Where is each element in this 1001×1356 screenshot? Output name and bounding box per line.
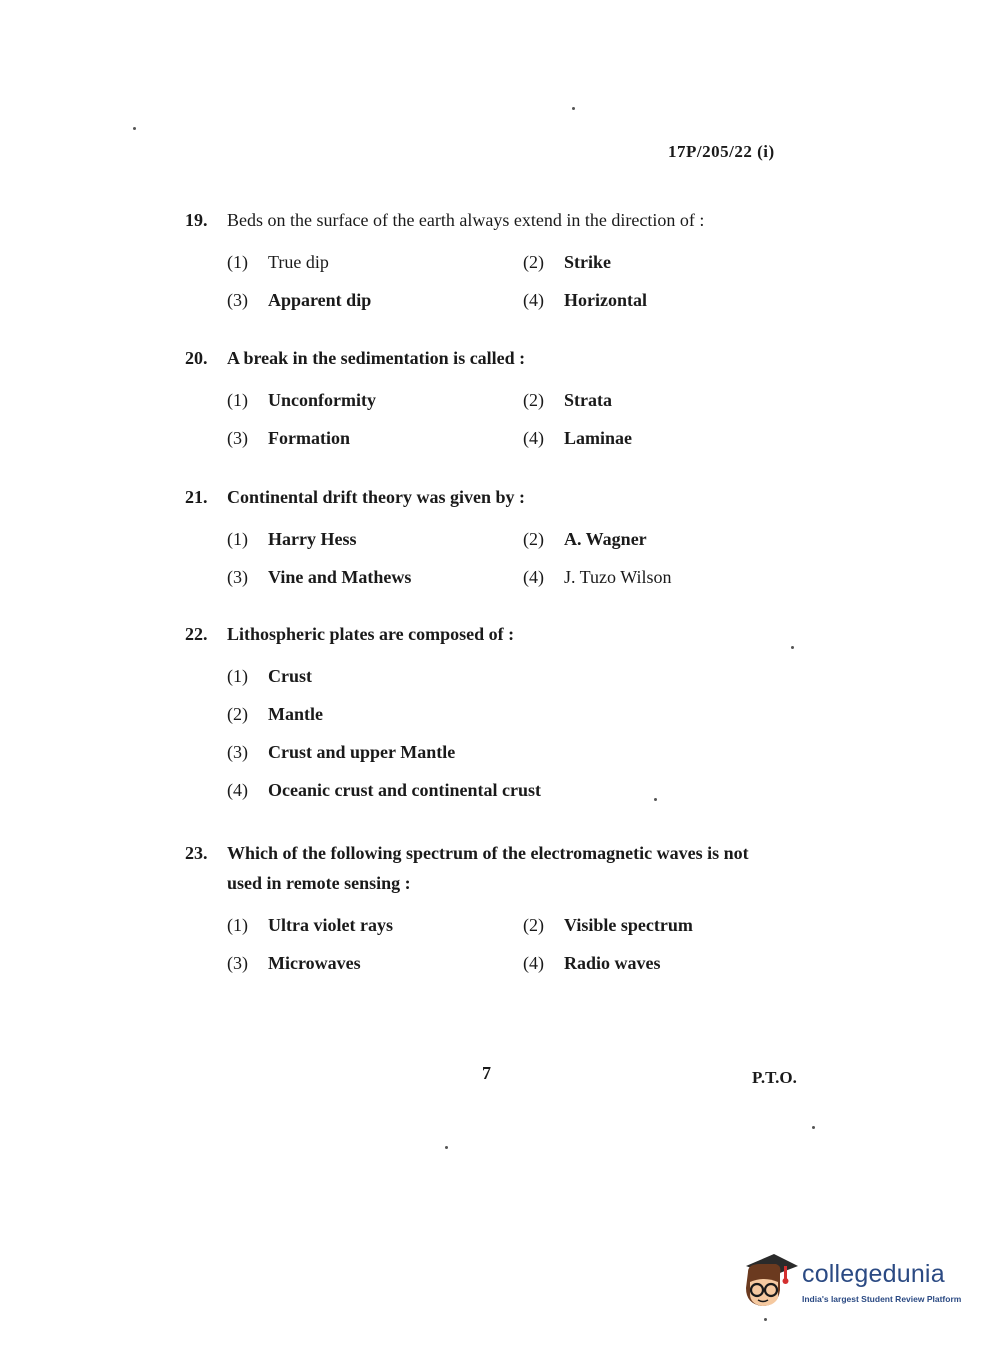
question-23 xyxy=(185,838,825,982)
scan-speck xyxy=(791,646,794,649)
logo-tagline: India's largest Student Review Platform xyxy=(802,1294,962,1304)
student-mascot-icon xyxy=(740,1250,798,1310)
option-4: (4) Oceanic crust and continental crust xyxy=(227,779,541,800)
option-1: (1) Crust xyxy=(227,665,312,686)
option-2: (2) Strata xyxy=(523,389,612,410)
option-1: (1) Ultra violet rays xyxy=(227,914,393,935)
option-2: (2) Mantle xyxy=(227,703,323,724)
question-22 xyxy=(185,619,825,809)
scan-speck xyxy=(654,798,657,801)
question-number: 19. xyxy=(185,210,208,230)
option-4: (4) Horizontal xyxy=(523,289,647,310)
scan-speck xyxy=(764,1318,767,1321)
options xyxy=(227,657,825,809)
question-21 xyxy=(185,482,825,596)
logo-wordmark: collegedunia xyxy=(802,1260,945,1288)
option-4: (4) J. Tuzo Wilson xyxy=(523,566,672,587)
paper-code: 17P/205/22 (i) xyxy=(668,142,775,161)
question-text: A break in the sedimentation is called : xyxy=(227,348,526,368)
option-2: (2) Strike xyxy=(523,251,611,272)
scan-speck xyxy=(812,1126,815,1129)
options xyxy=(227,906,825,982)
emphasis-not: not xyxy=(723,843,749,863)
page-number: 7 xyxy=(482,1063,491,1083)
please-turn-over: P.T.O. xyxy=(752,1068,797,1087)
option-2: (2) A. Wagner xyxy=(523,528,647,549)
option-1: (1) True dip xyxy=(227,251,329,272)
question-19 xyxy=(185,205,825,319)
option-3: (3) Microwaves xyxy=(227,952,361,973)
option-3: (3) Crust and upper Mantle xyxy=(227,741,456,762)
options xyxy=(227,520,825,596)
options xyxy=(227,381,825,457)
scan-speck xyxy=(445,1146,448,1149)
question-text: Which of the following spectrum of the electromagnetic waves is not used in remote sensing : xyxy=(227,843,749,893)
option-1: (1) Harry Hess xyxy=(227,528,357,549)
option-3: (3) Vine and Mathews xyxy=(227,566,412,587)
option-4: (4) Radio waves xyxy=(523,952,661,973)
options xyxy=(227,243,825,319)
question-text: Lithospheric plates are composed of : xyxy=(227,624,515,644)
option-3: (3) Apparent dip xyxy=(227,289,372,310)
option-1: (1) Unconformity xyxy=(227,389,376,410)
option-2: (2) Visible spectrum xyxy=(523,914,693,935)
scan-speck xyxy=(133,127,136,130)
question-text: Continental drift theory was given by : xyxy=(227,487,525,507)
collegedunia-logo xyxy=(740,1250,970,1312)
question-number: 23. xyxy=(185,843,208,863)
question-number: 22. xyxy=(185,624,208,644)
scan-speck xyxy=(572,107,575,110)
option-3: (3) Formation xyxy=(227,427,350,448)
option-4: (4) Laminae xyxy=(523,427,633,448)
question-number: 21. xyxy=(185,487,208,507)
question-number: 20. xyxy=(185,348,208,368)
question-text: Beds on the surface of the earth always extend in the direction of : xyxy=(227,210,705,230)
question-20 xyxy=(185,343,825,457)
